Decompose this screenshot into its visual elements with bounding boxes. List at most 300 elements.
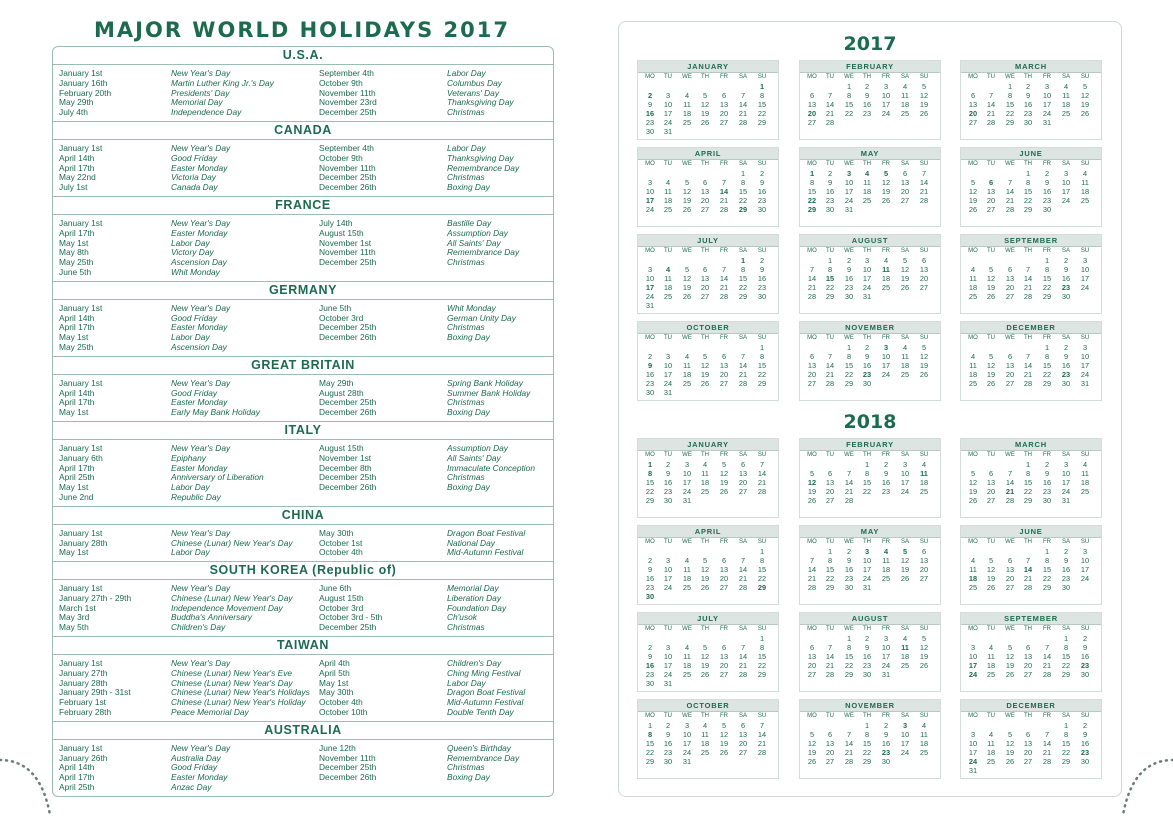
day-number: 20 <box>1023 748 1033 757</box>
weekday-label: TH <box>863 539 871 545</box>
day-number: 4 <box>970 352 976 361</box>
year-title-2017: 2017 <box>843 33 897 55</box>
weekday-label: FR <box>882 248 890 254</box>
day-number: 20 <box>900 187 910 196</box>
day-number: 25 <box>1080 196 1090 205</box>
weekday-label: SU <box>757 539 767 545</box>
weekday-header <box>638 160 778 169</box>
day-number: 7 <box>721 265 727 274</box>
week-row <box>638 583 778 592</box>
month-name: JULY <box>638 613 778 625</box>
day-number: 22 <box>825 574 835 583</box>
day-number: 29 <box>645 496 655 505</box>
day-number: 7 <box>921 169 927 178</box>
day-number: 24 <box>663 379 673 388</box>
holiday-name: Independence Movement Day <box>171 602 283 613</box>
weekday-label: SA <box>900 161 909 167</box>
day-number: 28 <box>825 670 835 679</box>
day-number: 23 <box>645 118 655 127</box>
day-number: 22 <box>645 487 655 496</box>
holiday-date: May 5th <box>59 622 89 633</box>
holiday-date: February 28th <box>59 707 112 718</box>
day-number: 22 <box>738 196 748 205</box>
binding-dots-left <box>0 740 60 819</box>
holiday-date: January 27th - 29th <box>59 592 132 603</box>
day-number: 14 <box>807 274 817 283</box>
day-number: 9 <box>1044 178 1050 187</box>
day-number: 26 <box>807 496 817 505</box>
weekday-label: SA <box>738 713 747 719</box>
day-number: 21 <box>825 109 835 118</box>
month-name: JUNE <box>961 148 1101 160</box>
weekday-header <box>800 160 940 169</box>
weekday-label: TH <box>863 161 871 167</box>
day-number: 16 <box>645 661 655 670</box>
week-row <box>800 721 940 730</box>
day-number: 7 <box>759 721 765 730</box>
holiday-name: Good Friday <box>171 152 218 163</box>
holiday-row <box>53 483 553 493</box>
weekday-label: SU <box>919 713 929 719</box>
day-number: 12 <box>807 739 817 748</box>
holiday-date: January 1st <box>59 142 103 153</box>
day-number: 16 <box>844 274 854 283</box>
weekday-label: SU <box>1080 626 1090 632</box>
day-number: 20 <box>986 196 996 205</box>
weekday-label: WE <box>682 335 692 341</box>
day-number: 1 <box>864 721 870 730</box>
day-number: 18 <box>682 109 692 118</box>
day-number: 18 <box>968 370 978 379</box>
day-number: 15 <box>807 187 817 196</box>
day-number: 3 <box>883 82 889 91</box>
day-number: 3 <box>1063 460 1069 469</box>
day-number: 18 <box>919 739 929 748</box>
week-row <box>961 283 1101 292</box>
day-number: 21 <box>738 574 748 583</box>
week-row <box>638 469 778 478</box>
weekday-label: TH <box>1024 335 1032 341</box>
week-row <box>961 265 1101 274</box>
month-name: APRIL <box>638 148 778 160</box>
holiday-row <box>53 268 553 278</box>
holiday-name: Remembrance Day <box>447 247 520 258</box>
day-number: 30 <box>663 496 673 505</box>
weekday-label: SU <box>1080 713 1090 719</box>
day-number: 17 <box>881 652 891 661</box>
weekday-label: FR <box>882 626 890 632</box>
holiday-date: April 17th <box>59 462 95 473</box>
holiday-date: November 11th <box>319 162 376 173</box>
holiday-name: Boxing Day <box>447 772 490 783</box>
holiday-date: January 28th <box>59 537 108 548</box>
day-number: 18 <box>919 478 929 487</box>
day-number: 25 <box>900 661 910 670</box>
day-number: 18 <box>862 187 872 196</box>
weekday-label: WE <box>844 248 854 254</box>
day-number: 13 <box>1005 361 1015 370</box>
day-number: 13 <box>719 652 729 661</box>
holiday-date: January 16th <box>59 77 108 88</box>
holiday-name: Christmas <box>447 622 485 633</box>
day-number: 4 <box>1063 82 1069 91</box>
day-number: 2 <box>1082 634 1088 643</box>
day-number: 11 <box>969 274 977 283</box>
day-number: 18 <box>881 565 891 574</box>
day-number: 12 <box>719 469 729 478</box>
holiday-date: December 25th <box>319 472 377 483</box>
weekday-label: SA <box>1061 74 1070 80</box>
day-number: 10 <box>881 643 891 652</box>
day-number: 13 <box>738 730 748 739</box>
day-number: 22 <box>1005 109 1015 118</box>
weekday-label: SA <box>1061 335 1070 341</box>
day-number: 22 <box>757 370 767 379</box>
day-number: 24 <box>1061 487 1071 496</box>
day-number: 30 <box>663 757 673 766</box>
day-number: 6 <box>1025 643 1031 652</box>
day-number: 5 <box>809 469 815 478</box>
holiday-date: May 25th <box>59 257 94 268</box>
day-number: 29 <box>757 118 767 127</box>
country-heading: CANADA <box>53 121 553 140</box>
day-number: 24 <box>968 757 978 766</box>
weekday-label: TU <box>664 248 672 254</box>
week-row <box>638 652 778 661</box>
month-calendar <box>799 60 941 140</box>
day-number: 3 <box>665 643 671 652</box>
week-row <box>638 196 778 205</box>
week-row <box>638 556 778 565</box>
weekday-label: MO <box>807 713 817 719</box>
holiday-date: December 26th <box>319 772 377 783</box>
day-number: 31 <box>1061 496 1071 505</box>
day-number: 4 <box>864 169 870 178</box>
month-name: MAY <box>800 526 940 538</box>
weekday-label: TU <box>987 713 995 719</box>
weekday-label: TH <box>1024 539 1032 545</box>
holiday-date: May 8th <box>59 247 89 258</box>
day-number: 20 <box>919 565 929 574</box>
day-number: 22 <box>862 748 872 757</box>
day-number: 4 <box>1082 460 1088 469</box>
weekday-label: FR <box>882 161 890 167</box>
day-number: 6 <box>827 730 833 739</box>
day-number: 10 <box>645 187 655 196</box>
day-number: 23 <box>663 748 673 757</box>
day-number: 16 <box>1080 739 1090 748</box>
weekday-label: FR <box>882 452 890 458</box>
week-row <box>961 169 1101 178</box>
day-number: 28 <box>738 118 748 127</box>
day-number: 8 <box>864 730 870 739</box>
holiday-name: Memorial Day <box>171 97 223 108</box>
weekday-label: FR <box>1043 713 1051 719</box>
week-row <box>961 730 1101 739</box>
day-number: 26 <box>700 118 710 127</box>
weekday-label: SU <box>757 161 767 167</box>
holiday-date: April 25th <box>59 472 95 483</box>
day-number: 5 <box>702 556 708 565</box>
holiday-name: Early May Bank Holiday <box>171 407 260 418</box>
day-number: 14 <box>1023 565 1033 574</box>
holiday-name: Christmas <box>447 762 485 773</box>
day-number: 27 <box>968 118 978 127</box>
day-number: 26 <box>700 670 710 679</box>
holiday-list <box>53 740 553 796</box>
month-name: OCTOBER <box>638 322 778 334</box>
day-number: 21 <box>738 661 748 670</box>
day-number: 31 <box>862 583 872 592</box>
day-number: 27 <box>807 670 817 679</box>
day-number: 25 <box>682 379 692 388</box>
weekday-label: SU <box>1080 335 1090 341</box>
weekday-label: TU <box>826 161 834 167</box>
week-row <box>800 205 940 214</box>
weekday-label: FR <box>882 335 890 341</box>
day-number: 18 <box>900 652 910 661</box>
day-number: 18 <box>682 574 692 583</box>
day-number: 8 <box>1044 556 1050 565</box>
day-number: 17 <box>844 187 854 196</box>
weekday-label: WE <box>682 161 692 167</box>
day-number: 20 <box>738 478 748 487</box>
day-number: 27 <box>719 379 729 388</box>
holiday-date: July 4th <box>59 107 88 118</box>
weekday-label: TH <box>863 248 871 254</box>
week-row <box>800 547 940 556</box>
day-number: 10 <box>663 565 673 574</box>
weekday-label: FR <box>720 74 728 80</box>
day-number: 19 <box>986 370 996 379</box>
month-name: DECEMBER <box>961 322 1101 334</box>
weekday-label: WE <box>682 626 692 632</box>
day-number: 23 <box>844 574 854 583</box>
day-number: 4 <box>684 556 690 565</box>
weekday-header <box>800 247 940 256</box>
weekday-header <box>638 334 778 343</box>
day-number: 14 <box>825 100 835 109</box>
day-number: 19 <box>682 196 692 205</box>
day-number: 23 <box>757 283 767 292</box>
day-number: 16 <box>1061 565 1071 574</box>
day-number: 18 <box>1061 100 1071 109</box>
day-number: 14 <box>1005 478 1015 487</box>
week-row <box>638 388 778 397</box>
week-row <box>638 370 778 379</box>
weekday-label: TH <box>1024 626 1032 632</box>
holiday-name: Foundation Day <box>447 602 507 613</box>
holiday-name: Victoria Day <box>171 172 216 183</box>
day-number: 28 <box>757 487 767 496</box>
day-number: 16 <box>663 739 673 748</box>
weekday-label: FR <box>1043 539 1051 545</box>
weekday-label: TU <box>987 539 995 545</box>
holiday-date: May 29th <box>59 97 94 108</box>
holiday-name: Buddha's Anniversary <box>171 612 252 623</box>
holiday-name: Anzac Day <box>171 782 212 793</box>
day-number: 20 <box>807 661 817 670</box>
holiday-date: October 3rd - 5th <box>319 612 383 623</box>
holiday-date: June 2nd <box>59 491 94 502</box>
day-number: 18 <box>663 283 673 292</box>
month-name: FEBRUARY <box>800 61 940 73</box>
day-number: 10 <box>844 178 854 187</box>
day-number: 25 <box>682 118 692 127</box>
holiday-name: Good Friday <box>171 312 218 323</box>
day-number: 25 <box>1080 487 1090 496</box>
weekday-label: SA <box>1061 713 1070 719</box>
day-number: 14 <box>738 361 748 370</box>
week-row <box>961 583 1101 592</box>
day-number: 26 <box>986 583 996 592</box>
day-number: 10 <box>1042 91 1052 100</box>
week-row <box>638 187 778 196</box>
day-number: 30 <box>1061 292 1071 301</box>
holiday-row <box>53 343 553 353</box>
day-number: 23 <box>881 748 891 757</box>
day-number: 30 <box>1042 496 1052 505</box>
day-number: 3 <box>1082 256 1088 265</box>
weekday-label: WE <box>1005 335 1015 341</box>
holiday-row <box>53 548 553 558</box>
day-number: 7 <box>846 469 852 478</box>
day-number: 12 <box>700 652 710 661</box>
country-heading: FRANCE <box>53 196 553 215</box>
day-number: 8 <box>1044 352 1050 361</box>
weekday-label: SA <box>900 539 909 545</box>
week-row <box>638 679 778 688</box>
weekday-header <box>961 712 1101 721</box>
day-number: 18 <box>986 661 996 670</box>
day-number: 6 <box>721 643 727 652</box>
day-number: 16 <box>881 739 891 748</box>
weekday-label: SU <box>757 713 767 719</box>
holiday-date: June 5th <box>319 302 352 313</box>
day-number: 26 <box>682 205 692 214</box>
week-row <box>638 256 778 265</box>
day-number: 3 <box>970 643 976 652</box>
day-number: 14 <box>844 478 854 487</box>
holiday-name: Chinese (Lunar) New Year's Holidays <box>171 687 310 698</box>
weekday-label: MO <box>807 335 817 341</box>
day-number: 8 <box>740 178 746 187</box>
day-number: 25 <box>663 205 673 214</box>
week-row <box>961 178 1101 187</box>
weekday-label: TH <box>701 161 709 167</box>
day-number: 26 <box>1005 757 1015 766</box>
day-number: 10 <box>1061 178 1071 187</box>
day-number: 12 <box>900 265 910 274</box>
weekday-label: MO <box>645 161 655 167</box>
day-number: 1 <box>1063 721 1069 730</box>
week-row <box>961 496 1101 505</box>
day-number: 11 <box>701 730 709 739</box>
day-number: 23 <box>645 670 655 679</box>
holiday-list <box>53 580 553 636</box>
weekday-label: TU <box>826 713 834 719</box>
day-number: 27 <box>719 118 729 127</box>
holiday-date: December 26th <box>319 332 377 343</box>
week-row <box>800 361 940 370</box>
holiday-date: July 14th <box>319 217 353 228</box>
day-number: 12 <box>682 187 692 196</box>
day-number: 24 <box>1080 370 1090 379</box>
month-name: MARCH <box>961 439 1101 451</box>
day-number: 28 <box>807 292 817 301</box>
holiday-row <box>53 108 553 118</box>
day-number: 21 <box>844 748 854 757</box>
day-number: 5 <box>883 169 889 178</box>
day-number: 5 <box>684 178 690 187</box>
weekday-header <box>638 538 778 547</box>
day-number: 30 <box>1080 757 1090 766</box>
day-number: 5 <box>988 556 994 565</box>
holiday-date: November 1st <box>319 237 372 248</box>
day-number: 2 <box>759 256 765 265</box>
day-number: 15 <box>1042 361 1052 370</box>
weekday-label: SA <box>1061 452 1070 458</box>
holiday-date: April 17th <box>59 772 95 783</box>
holiday-date: December 8th <box>319 462 372 473</box>
holiday-date: January 27th <box>59 667 108 678</box>
day-number: 29 <box>645 757 655 766</box>
holiday-date: May 25th <box>59 341 94 352</box>
day-number: 23 <box>663 487 673 496</box>
day-number: 9 <box>846 265 852 274</box>
day-number: 10 <box>881 352 891 361</box>
weekday-label: TU <box>987 452 995 458</box>
day-number: 15 <box>1061 739 1071 748</box>
day-number: 12 <box>900 556 910 565</box>
day-number: 4 <box>902 82 908 91</box>
day-number: 7 <box>846 730 852 739</box>
holiday-date: November 11th <box>319 752 376 763</box>
holiday-date: October 4th <box>319 697 363 708</box>
month-name: AUGUST <box>800 613 940 625</box>
day-number: 6 <box>809 643 815 652</box>
day-number: 9 <box>1082 730 1088 739</box>
day-number: 4 <box>902 343 908 352</box>
day-number: 28 <box>807 583 817 592</box>
day-number: 28 <box>719 205 729 214</box>
day-number: 2 <box>1082 721 1088 730</box>
weekday-label: MO <box>968 74 978 80</box>
holiday-name: Labor Day <box>447 677 486 688</box>
day-number: 6 <box>988 469 994 478</box>
holiday-date: April 17th <box>59 227 95 238</box>
day-number: 17 <box>881 361 891 370</box>
day-number: 11 <box>920 730 928 739</box>
day-number: 11 <box>969 361 977 370</box>
day-number: 25 <box>986 757 996 766</box>
day-number: 5 <box>702 91 708 100</box>
weekday-header <box>638 451 778 460</box>
day-number: 5 <box>684 265 690 274</box>
day-number: 19 <box>986 283 996 292</box>
day-number: 22 <box>1023 196 1033 205</box>
day-number: 28 <box>719 292 729 301</box>
holiday-name: Mid-Autumn Festival <box>447 547 524 558</box>
day-number: 6 <box>740 721 746 730</box>
day-number: 15 <box>825 274 835 283</box>
day-number: 3 <box>647 178 653 187</box>
day-number: 13 <box>807 652 817 661</box>
holiday-name: Boxing Day <box>447 182 490 193</box>
month-calendar <box>637 234 779 314</box>
day-number: 4 <box>921 460 927 469</box>
week-row <box>800 478 940 487</box>
